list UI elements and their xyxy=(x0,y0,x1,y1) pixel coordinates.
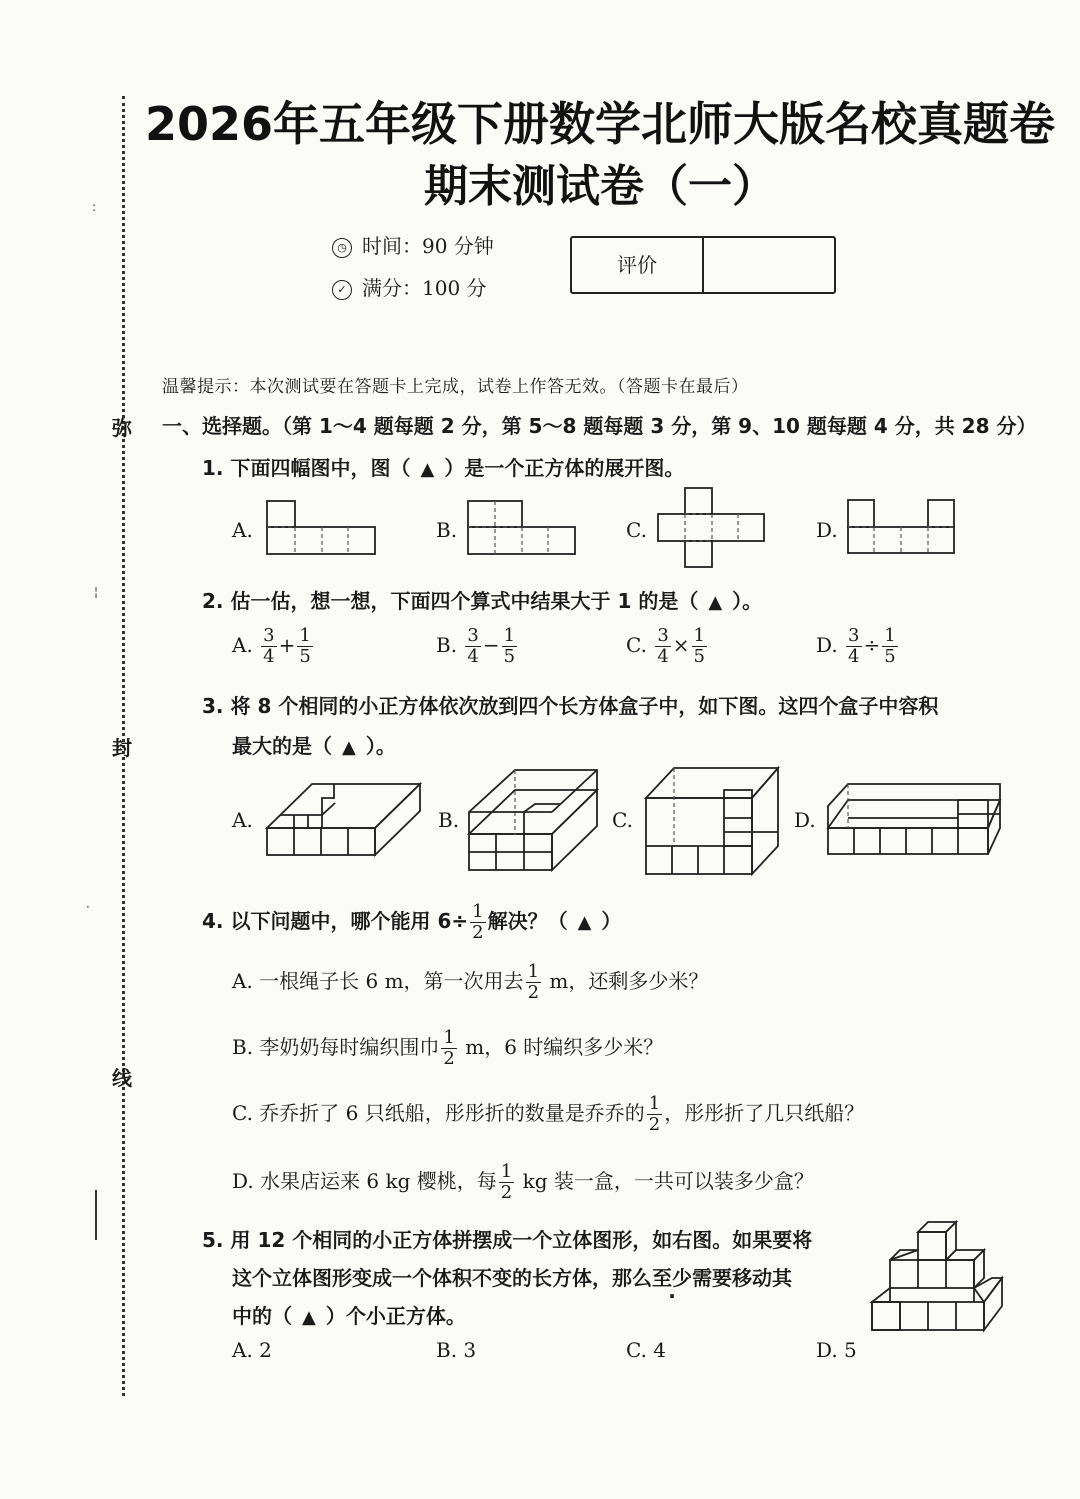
clock-icon: ◷ xyxy=(332,238,352,258)
q5-option-c: C. 4 xyxy=(626,1338,667,1362)
answer-mark: ▲ xyxy=(420,459,435,480)
margin-char-xian: 线 xyxy=(112,1066,132,1090)
q1-option-d: D. xyxy=(816,518,838,542)
question-1: 1. 下面四幅图中，图（ ▲ ）是一个正方体的展开图。 xyxy=(202,456,685,480)
q4-option-a: A. 一根绳子长 6 m，第一次用去 $\frac{1}{2}$ m，还剩多少米？ xyxy=(232,961,709,1003)
q4-option-c: C. 乔乔折了 6 只纸船，彤彤折的数量是乔乔的 $\frac{1}{2}$ ，彤彤折了几只纸船？ xyxy=(232,1093,865,1135)
q5-option-a: A. 2 xyxy=(232,1338,272,1362)
q1-option-b: B. xyxy=(436,518,458,542)
side-mark: : xyxy=(92,200,97,214)
q3-option-c: C. xyxy=(612,808,633,832)
tip-text: 温馨提示：本次测试要在答题卡上完成，试卷上作答无效。（答题卡在最后） xyxy=(162,377,749,397)
question-3-line1: 3. 将 8 个相同的小正方体依次放到四个长方体盒子中，如下图。这四个盒子中容积 xyxy=(202,694,939,718)
q3-option-d: D. xyxy=(794,808,816,832)
section-heading: 一、选择题。（第 1～4 题每题 2 分，第 5～8 题每题 3 分，第 9、10 题每题 4 分，共 28 分） xyxy=(162,414,1037,438)
margin-char-mi: 弥 xyxy=(112,416,132,440)
q2-option-a: A. $\frac{3}{4}$ + $\frac{1}{5}$ xyxy=(232,625,311,667)
q5-option-d: D. 5 xyxy=(816,1338,857,1362)
q3-option-a: A. xyxy=(232,808,253,832)
q2-option-b: B. $\frac{3}{4}$ − $\frac{1}{5}$ xyxy=(436,625,516,667)
q4-option-b: B. 李奶奶每时编织围巾 $\frac{1}{2}$ m，6 时编织多少米？ xyxy=(232,1027,664,1069)
question-4: 4. 以下问题中，哪个能用 6÷ $\frac{1}{2}$ 解决？（ ▲ ） xyxy=(202,901,622,943)
side-mark: ¦ xyxy=(94,585,99,599)
page-title: 2026年五年级下册数学北师大版名校真题卷 xyxy=(144,97,1056,151)
side-mark: · xyxy=(86,900,90,914)
stacked-cubes xyxy=(872,1222,1002,1330)
evaluation-label: 评价 xyxy=(572,238,704,292)
score-info: ✓ 满分：100 分 xyxy=(332,272,487,301)
q2-option-c: C. $\frac{3}{4}$ × $\frac{1}{5}$ xyxy=(626,625,705,667)
answer-mark: ▲ xyxy=(708,592,723,613)
question-5-line3: 中的（ ▲ ）个小正方体。 xyxy=(232,1304,466,1328)
question-3-line2: 最大的是（ ▲ ）。 xyxy=(232,734,396,758)
time-info: ◷ 时间：90 分钟 xyxy=(332,230,494,259)
answer-mark: ▲ xyxy=(302,1307,316,1328)
q5-option-b: B. 3 xyxy=(436,1338,477,1362)
q2-option-d: D. $\frac{3}{4}$ ÷ $\frac{1}{5}$ xyxy=(816,625,896,667)
q1-option-c: C. xyxy=(626,518,647,542)
margin-char-feng: 封 xyxy=(112,736,132,760)
question-5-line2: 这个立体图形变成一个体积不变的长方体，那么至少需要移动其 xyxy=(232,1266,792,1290)
question-2: 2. 估一估，想一想，下面四个算式中结果大于 1 的是（ ▲ ）。 xyxy=(202,589,763,613)
page-subtitle: 期末测试卷（一） xyxy=(424,161,776,212)
answer-mark: ▲ xyxy=(342,737,356,758)
q4-option-d: D. 水果店运来 6 kg 樱桃，每 $\frac{1}{2}$ kg 装一盒，一共可以装多少盒？ xyxy=(232,1161,814,1203)
answer-mark: ▲ xyxy=(577,912,592,933)
check-icon: ✓ xyxy=(332,280,352,300)
q1-option-a: A. xyxy=(232,518,253,542)
question-5-line1: 5. 用 12 个相同的小正方体拼摆成一个立体图形，如右图。如果要将 xyxy=(202,1228,813,1252)
q3-option-b: B. xyxy=(438,808,460,832)
